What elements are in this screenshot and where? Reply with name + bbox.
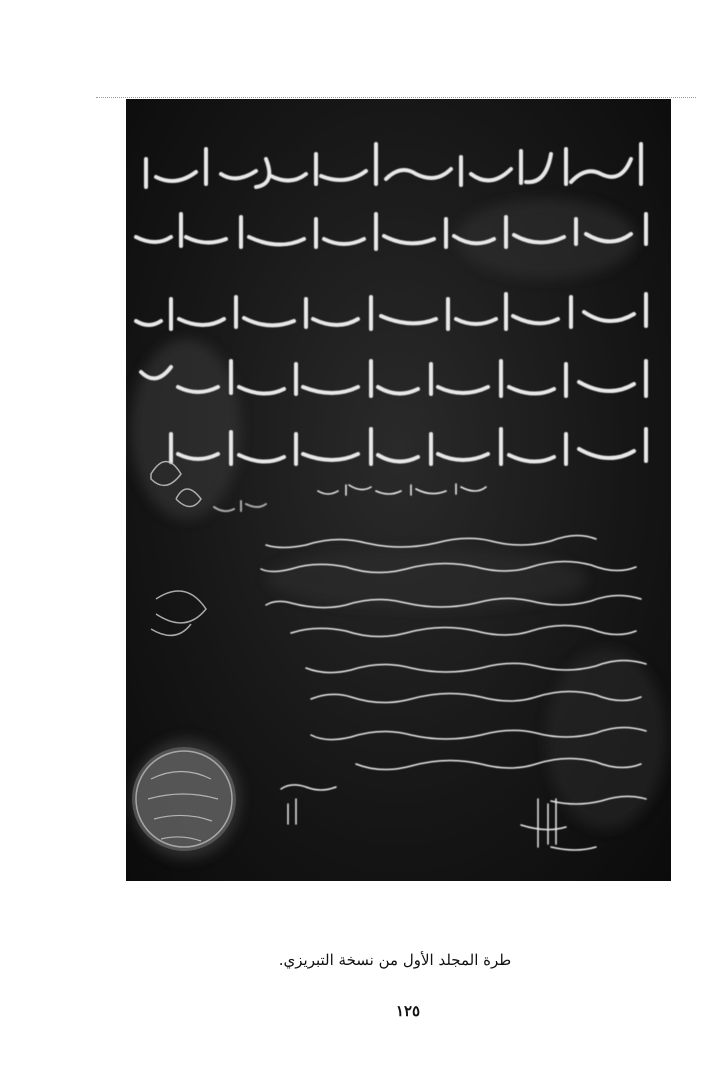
page-number: ١٢٥ (395, 1002, 421, 1020)
manuscript-photo (126, 99, 671, 881)
figure-caption: طرة المجلد الأول من نسخة التبريزي. (278, 951, 512, 969)
seal-stamp (132, 747, 236, 851)
manuscript-calligraphy (126, 99, 671, 881)
